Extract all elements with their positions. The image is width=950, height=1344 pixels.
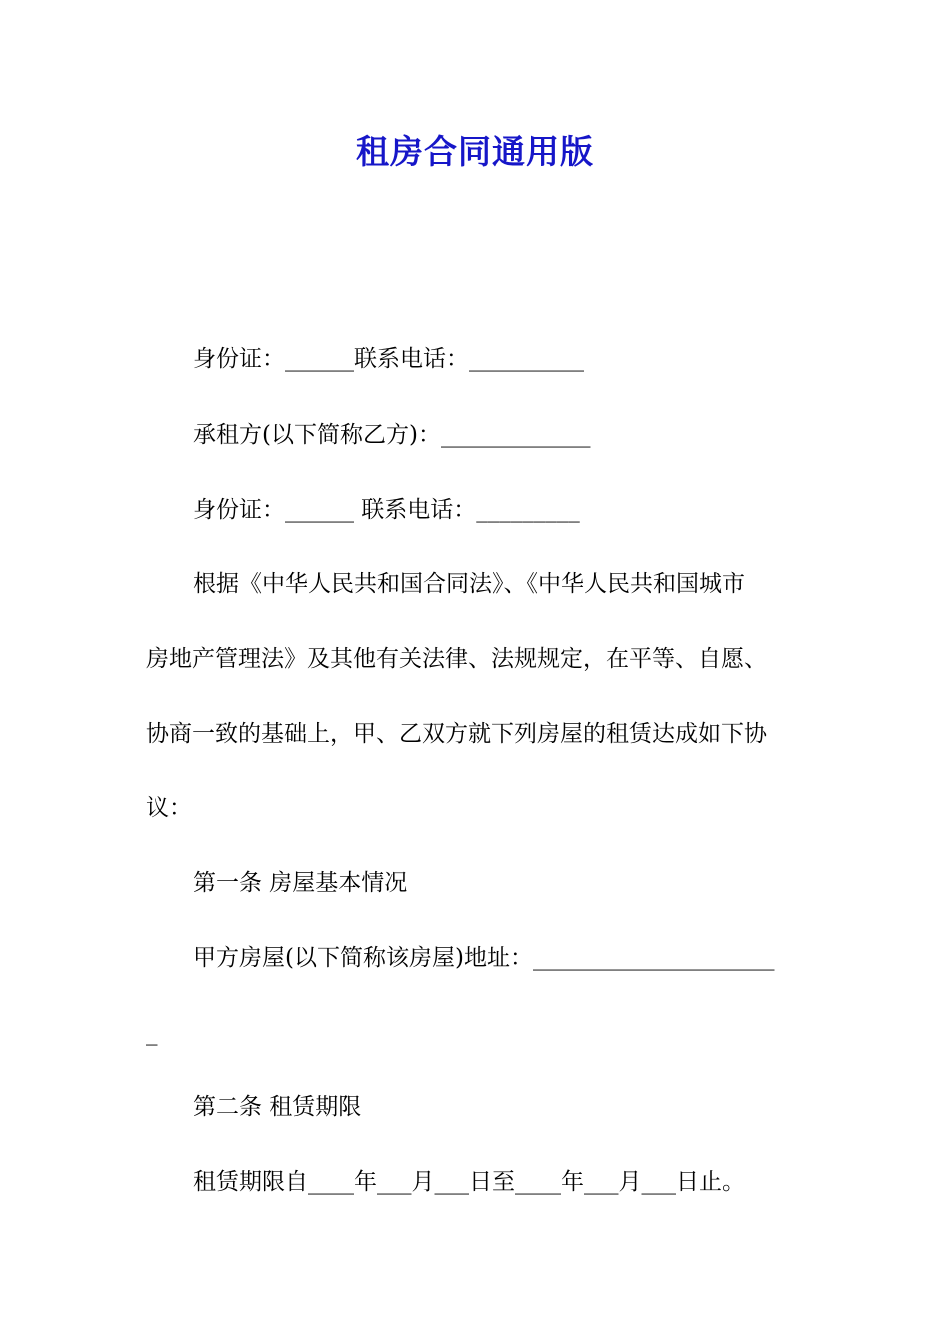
preamble-line-2: 房地产管理法》及其他有关法律、法规规定，在平等、自愿、 <box>146 646 767 672</box>
document-title: 租房合同通用版 <box>356 132 594 171</box>
preamble-line-4: 议： <box>146 795 192 821</box>
landlord-id-line: 身份证：______联系电话：__________ <box>193 346 584 372</box>
tenant-id-line: 身份证：______ 联系电话：_________ <box>193 497 580 523</box>
article-1-heading: 第一条 房屋基本情况 <box>193 870 408 896</box>
tenant-line: 承租方(以下简称乙方)：_____________ <box>193 422 591 448</box>
property-address-line: 甲方房屋(以下简称该房屋)地址：_____________________ <box>193 945 775 971</box>
preamble-line-3: 协商一致的基础上，甲、乙双方就下列房屋的租赁达成如下协 <box>146 721 767 747</box>
preamble-line-1: 根据《中华人民共和国合同法》、《中华人民共和国城市 <box>193 571 745 597</box>
lease-term-line: 租赁期限自____年___月___日至____年___月___日止。 <box>193 1169 745 1195</box>
article-2-heading: 第二条 租赁期限 <box>193 1094 362 1120</box>
property-address-continuation: _ <box>146 1020 158 1046</box>
